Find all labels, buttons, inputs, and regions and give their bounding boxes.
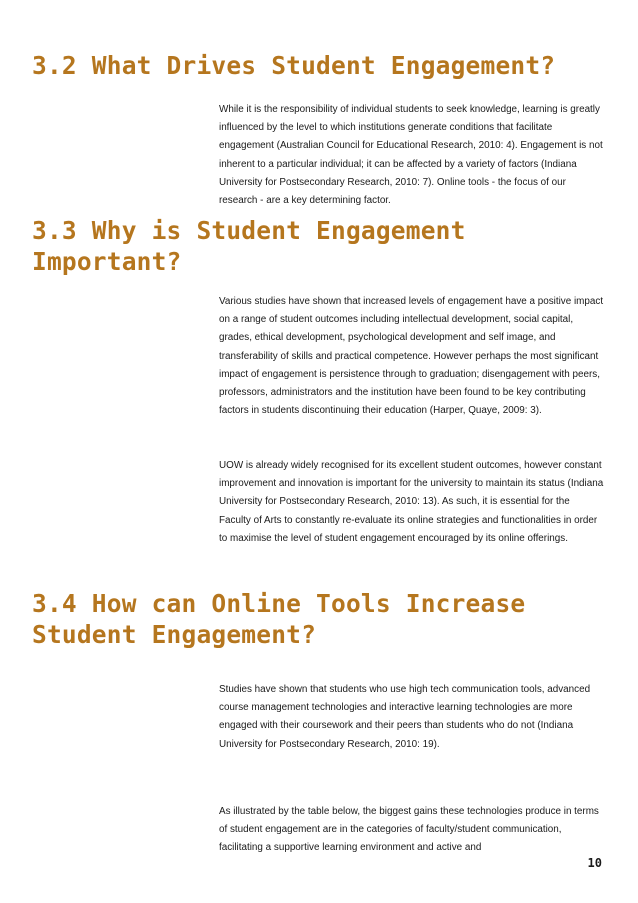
heading-line: 3.3 Why is Student Engagement [32, 216, 466, 245]
heading-line: Important? [32, 247, 182, 276]
section-3-3-paragraph-2: UOW is already widely recognised for its excellent student outcomes, however constant improvement and innovation is important for the university to maintain its status (Indiana University for Postsecondary Research, 2010: 13). As such, it is essential for the Faculty of Arts to constantly re-evaluate its online strategies and functionalities in order to maximise the level of student engagement encouraged by its online offerings. [219, 460, 604, 544]
section-3-2-heading [32, 50, 555, 81]
page-number: 10 [587, 856, 602, 870]
section-3-4-paragraph-2: As illustrated by the table below, the biggest gains these technologies produce in terms of student engagement are in the categories of faculty/student communication, facilitating a supportive learning environment and active and [219, 806, 599, 854]
section-3-4-heading [32, 588, 525, 650]
heading-line: 3.2 What Drives Student Engagement? [32, 51, 556, 80]
section-3-3-paragraph-1: Various studies have shown that increased levels of engagement have a positive impact on a range of student outcomes including intellectual development, social capital, grades, ethical development, psychological development and self image, and transferability of skills and practical competence. However perhaps the most significant impact of engagement is persistence through to graduation; disengagement with peers, professors, administrators and the institution have been found to be key contributing factors in students discontinuing their education (Harper, Quaye, 2009: 3). [219, 296, 604, 417]
heading-line: 3.4 How can Online Tools Increase [32, 589, 526, 618]
section-3-2-paragraph-1: While it is the responsibility of individual students to seek knowledge, learning is greatly influenced by the level to which institutions generate conditions that facilitate engagement (Australian Council for Educational Research, 2010: 4). Engagement is not inherent to a particular individual; it can be affected by a variety of factors (Indiana University for Postsecondary Research, 2010: 7). Online tools - the focus of our research - are a key determining factor. [219, 104, 603, 207]
section-3-4-paragraph-1: Studies have shown that students who use high tech communication tools, advanced course management technologies and interactive learning technologies are more engaged with their coursework and their peers than students who do not (Indiana University for Postsecondary Research, 2010: 19). [219, 684, 591, 750]
heading-line: Student Engagement? [32, 620, 317, 649]
section-3-3-heading [32, 215, 466, 277]
